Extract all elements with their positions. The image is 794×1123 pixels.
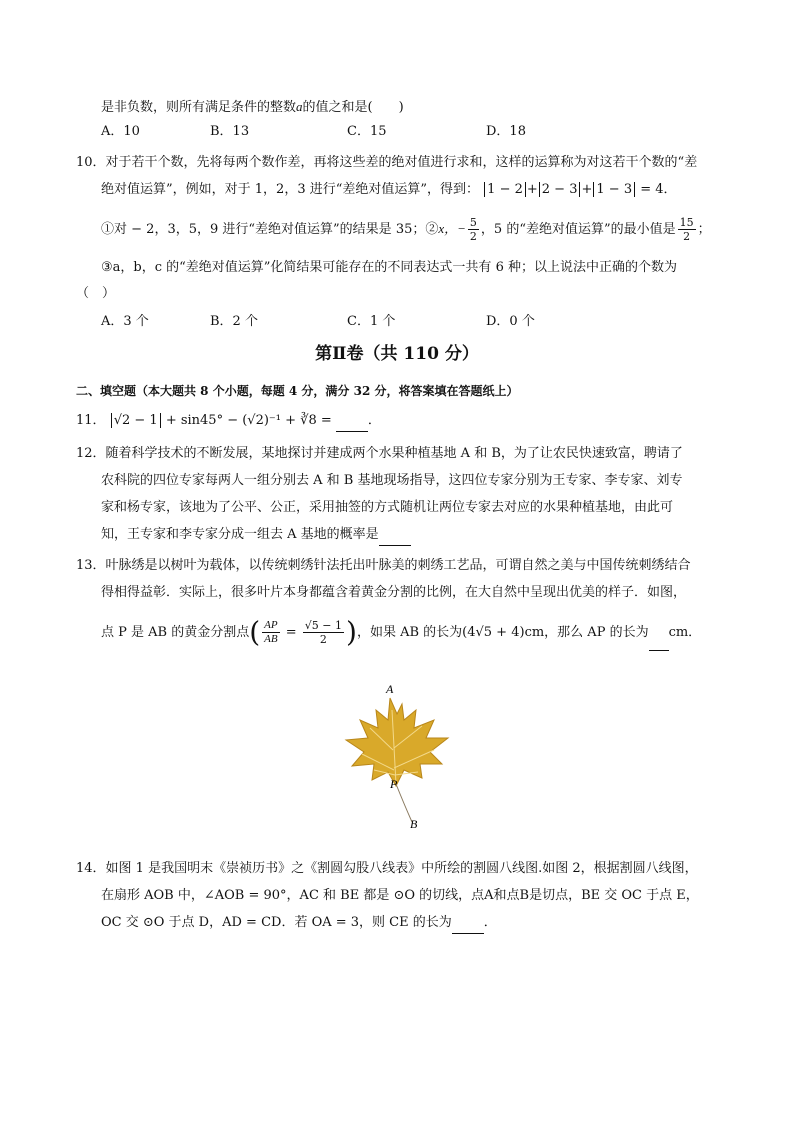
- q14-line2: 在扇形 AOB 中，∠AOB = 90°，AC 和 BE 都是 ⊙O 的切线，点A和点B是切点，BE 交 OC 于点 E，: [101, 888, 699, 903]
- leaf-body: [346, 698, 448, 786]
- q9-option-d[interactable]: D．18: [486, 124, 526, 139]
- part2-title: 第Ⅱ卷（共 110 分）: [315, 344, 479, 364]
- q12-line2: 农科院的四位专家每两人一组分别去 A 和 B 基地现场指导，这四位专家分别为王专家、李专家、刘专: [101, 473, 683, 488]
- q11-line: 11． √2 − 1 + sin45° − (√2)⁻¹ + ∛8 = ．: [76, 411, 381, 432]
- q9-option-b[interactable]: B．13: [210, 124, 250, 139]
- q10-line1: 10．对于若干个数，先将每两个数作差，再将这些差的绝对值进行求和，这样的运算称为对这若干个数的“差: [76, 155, 698, 170]
- q10-line2: 绝对值运算”，例如，对于 1，2，3 进行“差绝对值运算”，得到： 1 − 2 + 2 − 3 + 1 − 3 = 4．: [101, 182, 677, 197]
- fraction-5-2: $\frac{5}{2}$: [469, 216, 477, 243]
- q10-option-d[interactable]: D．0 个: [486, 314, 535, 329]
- q14-line1: 14．如图 1 是我国明末《崇祯历书》之《割圆勾股八线表》中所绘的割圆八线图.如图 2，根据割圆八线图，: [76, 861, 698, 876]
- abs-sqrt2-minus-1: √2 − 1: [111, 413, 161, 428]
- abs-2-3: 2 − 3: [539, 182, 581, 197]
- q9-continuation: 是非负数，则所有满足条件的整数a的值之和是( ): [101, 99, 404, 115]
- fraction-ap-ab: $\frac{AP}{AB}$: [264, 619, 278, 645]
- q10-line3: ①对 − 2，3，5，9 进行“差绝对值运算”的结果是 35；②x，− $\frac{5}{2}$ ，5 的“差绝对值运算”的最小值是 $\frac{15}{2}$ ；: [101, 216, 711, 243]
- q10-option-c[interactable]: C．1 个: [347, 314, 396, 329]
- label-a: A: [386, 682, 394, 696]
- q10-line5: （ ）: [76, 286, 116, 301]
- abs-1-2: 1 − 2: [484, 182, 526, 197]
- q9-option-a[interactable]: A．10: [101, 124, 140, 139]
- fraction-15-2: $\frac{15}{2}$: [679, 216, 694, 243]
- label-b: B: [410, 817, 418, 830]
- q13-answer-blank[interactable]: [649, 616, 669, 651]
- q12-line4: 知，王专家和李专家分成一组去 A 基地的概率是: [101, 525, 411, 546]
- section-header-fill-in: 二、填空题（本大题共 8 个小题，每题 4 分，满分 32 分，将答案填在答题纸上）: [76, 384, 519, 398]
- q12-answer-blank[interactable]: [379, 525, 411, 546]
- label-p: P: [390, 777, 398, 791]
- maple-leaf-figure: [330, 680, 470, 830]
- q10-line4: ③a，b，c 的“差绝对值运算”化简结果可能存在的不同表达式一共有 6 种；以上说法中正确的个数为: [101, 260, 677, 275]
- q13-line1: 13．叶脉绣是以树叶为载体，以传统刺绣针法托出叶脉美的刺绣工艺品，可谓自然之美与中国传统刺绣结合: [76, 558, 691, 573]
- q13-line3: 点 P 是 AB 的黄金分割点( $\frac{AP}{AB}$ = $\frac{√5 - 1}{2}$ )，如果 AB 的长为(4√5 + 4)cm，那么 AP 的长为 cm．: [101, 616, 701, 651]
- maple-leaf-image: [330, 680, 470, 830]
- q11-answer-blank[interactable]: [336, 411, 368, 432]
- q10-option-a[interactable]: A．3 个: [101, 314, 149, 329]
- q14-line3: OC 交 ⊙O 于点 D，AD = CD．若 OA = 3，则 CE 的长为 ．: [101, 913, 497, 934]
- q13-line2: 得相得益彰．实际上，很多叶片本身都蕴含着黄金分割的比例，在大自然中呈现出优美的样子．如图，: [101, 585, 687, 600]
- q12-line3: 家和杨专家，该地为了公平、公正，采用抽签的方式随机让两位专家去对应的水果种植基地，由此可: [101, 500, 674, 515]
- fraction-golden-ratio: $\frac{√5 - 1}{2}$: [304, 619, 342, 646]
- q10-option-b[interactable]: B．2 个: [210, 314, 258, 329]
- q14-answer-blank[interactable]: [452, 913, 484, 934]
- q9-option-c[interactable]: C．15: [347, 124, 387, 139]
- q12-line1: 12．随着科学技术的不断发展，某地探讨并建成两个水果种植基地 A 和 B，为了让农民快速致富，聘请了: [76, 446, 683, 461]
- abs-1-3: 1 − 3: [593, 182, 635, 197]
